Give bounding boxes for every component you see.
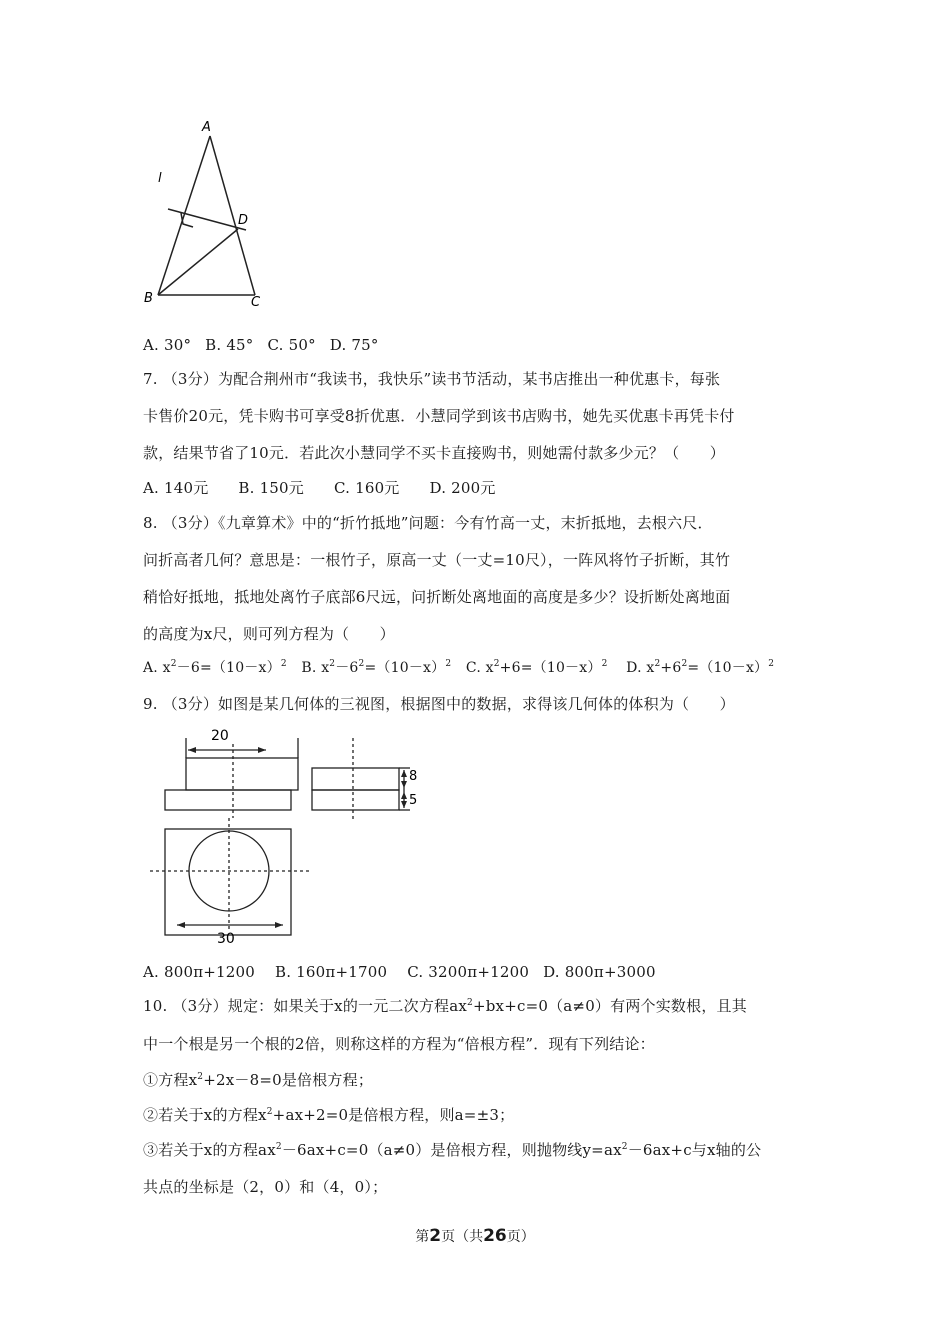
front-view-upper — [186, 758, 298, 790]
q9-options — [143, 962, 678, 982]
label-side-upper: 8 — [409, 769, 418, 784]
q6-option-c: C. 50° — [267, 336, 316, 354]
q10-item-2: ②若关于x的方程$x^2+ax+2=0$是倍根方程，则a=±3； — [143, 1106, 515, 1124]
q10-item-3-cont: 共点的坐标是（2，0）和（4，0）； — [143, 1178, 388, 1196]
q7-option-a: A. 140元 — [143, 479, 209, 497]
side-ac — [210, 136, 255, 295]
q8-line-4: 的高度为x尺，则可列方程为（ ） — [143, 625, 395, 643]
q7-line-2: 卡售价20元，凭卡购书可享受8折优惠．小慧同学到该书店购书，她先买优惠卡再凭卡付 — [143, 407, 735, 425]
q6-option-a: A. 30° — [143, 336, 192, 354]
q6-option-d: D. 75° — [329, 336, 379, 354]
q9-option-d: D. 800π+3000 — [543, 963, 656, 981]
q7-options — [143, 478, 518, 498]
side-view-lower — [312, 790, 399, 810]
q7-option-d: D. 200元 — [429, 479, 496, 497]
q6-option-b: B. 45° — [205, 336, 254, 354]
label-l: l — [158, 171, 162, 186]
front-view-lower — [165, 790, 291, 810]
q10-item-3: ③若关于x的方程$ax^2-6ax+c=0(a\ne 0)$是倍根方程，则抛物线$y=ax^2-6ax+c$与x轴的公 — [143, 1141, 762, 1159]
side-view-upper — [312, 768, 399, 790]
label-top-width: 20 — [211, 728, 229, 744]
q8-option-d: D. $x^2+6^2=(10-x)^2$ — [626, 659, 775, 676]
page-total: 26 — [483, 1226, 507, 1246]
q8-options — [143, 658, 796, 678]
page-number: 2 — [429, 1226, 442, 1246]
label-a: A — [202, 120, 211, 135]
label-d: D — [238, 213, 249, 228]
q8-option-b: B. $x^2-6^2=(10-x)^2$ — [301, 659, 452, 676]
q8-line-1: 8. （3分）《九章算术》中的“折竹抵地”问题：今有竹高一丈，末折抵地，去根六尺． — [143, 514, 713, 532]
triangle-figure — [138, 116, 278, 314]
side-ab — [158, 136, 210, 295]
label-bottom-width: 30 — [217, 931, 235, 947]
q8-line-3: 稍恰好抵地，抵地处离竹子底部6尺远，问折断处离地面的高度是多少？设折断处离地面 — [143, 588, 731, 606]
q7-line-3: 款，结果节省了10元．若此次小慧同学不买卡直接购书，则她需付款多少元？（ ） — [143, 444, 725, 462]
page-footer: 第2页（共26页） — [415, 1226, 535, 1246]
q9-option-a: A. 800π+1200 — [143, 963, 255, 981]
q9-option-c: C. 3200π+1200 — [407, 963, 530, 981]
q6-options — [143, 335, 401, 355]
q9-line: 9. （3分）如图是某几何体的三视图，根据图中的数据，求得该几何体的体积为（ ） — [143, 695, 735, 713]
three-view-figure — [145, 724, 425, 949]
segment-bd — [158, 229, 238, 295]
q10-item-1: ①方程$x^2+2x-8=0$是倍根方程； — [143, 1071, 374, 1089]
q9-option-b: B. 160π+1700 — [275, 963, 388, 981]
label-side-lower: 5 — [409, 793, 418, 808]
label-c: C — [251, 295, 261, 310]
q10-line-1: 10. （3分）规定：如果关于x的一元二次方程$ax^2+bx+c=0(a\ne 0)$有两个实数根，且其 — [143, 997, 747, 1015]
q8-option-a: A. $x^2-6=(10-x)^2$ — [143, 659, 287, 676]
q7-option-b: B. 150元 — [238, 479, 304, 497]
q8-option-c: C. $x^2+6=(10-x)^2$ — [465, 659, 608, 676]
q7-option-c: C. 160元 — [334, 479, 400, 497]
q7-line-1: 7. （3分）为配合荆州市“我读书，我快乐”读书节活动，某书店推出一种优惠卡，每张 — [143, 370, 721, 388]
top-view-rect — [165, 829, 291, 935]
q8-line-2: 问折高者几何？意思是：一根竹子，原高一丈（一丈=10尺），一阵风将竹子折断，其竹 — [143, 551, 731, 569]
q10-line-2: 中一个根是另一个根的2倍，则称这样的方程为“倍根方程”．现有下列结论： — [143, 1035, 655, 1053]
label-b: B — [144, 291, 153, 306]
